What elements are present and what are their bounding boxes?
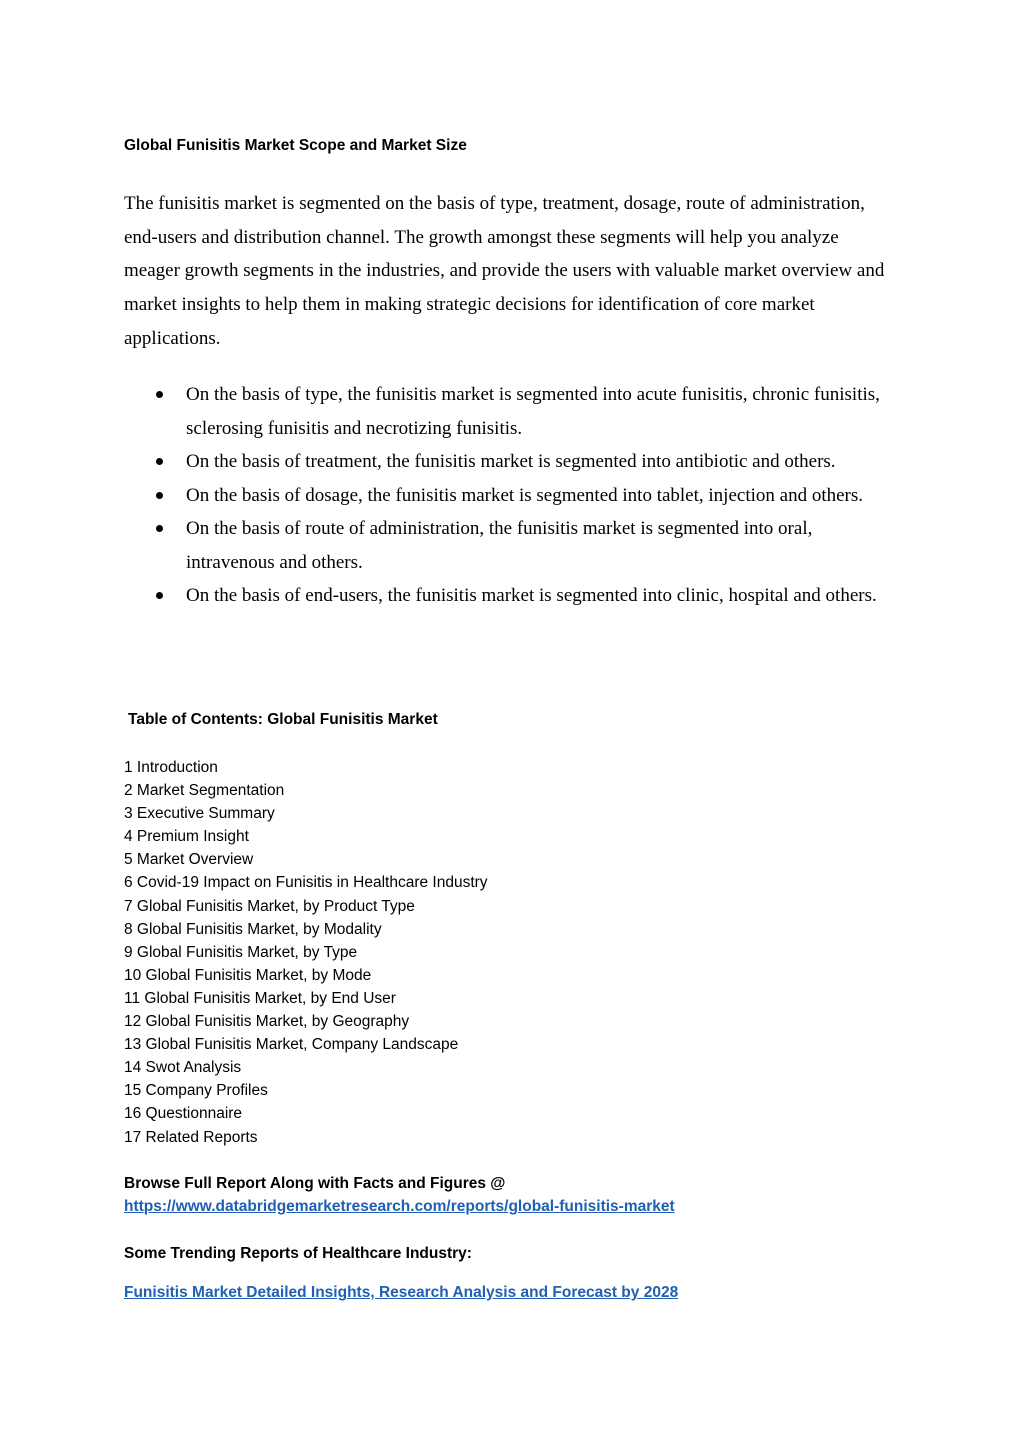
bullet-text: On the basis of treatment, the funisitis market is segmented into antibiotic and others. xyxy=(186,451,836,472)
trending-reports-title: Some Trending Reports of Healthcare Industry: xyxy=(124,1245,472,1262)
toc-item: 9 Global Funisitis Market, by Type xyxy=(124,943,358,961)
toc-item: 11 Global Funisitis Market, by End User xyxy=(124,989,396,1007)
bullet-item-treatment xyxy=(124,445,904,479)
bullet-icon xyxy=(156,525,163,532)
toc-item: 7 Global Funisitis Market, by Product Type xyxy=(124,897,415,915)
toc-item: 12 Global Funisitis Market, by Geography xyxy=(124,1013,410,1031)
toc-title: Table of Contents: Global Funisitis Market xyxy=(128,711,438,728)
toc-item: 14 Swot Analysis xyxy=(124,1059,242,1077)
segment-bullet-list xyxy=(124,378,904,613)
full-report-link[interactable]: https://www.databridgemarketresearch.com/reports/global-funisitis-market xyxy=(124,1198,675,1215)
bullet-text: On the basis of end-users, the funisitis market is segmented into clinic, hospital and others. xyxy=(186,585,877,606)
intro-paragraph: The funisitis market is segmented on the basis of type, treatment, dosage, route of administration, end-users and distribution channel. The growth amongst these segments will help you analyze meager growth segments in the industries, and provide the users with valuable market overview and market insights to help them in making strategic decisions for identification of core market applications. xyxy=(124,193,885,349)
toc-item: 2 Market Segmentation xyxy=(124,782,285,800)
trending-report-link[interactable]: Funisitis Market Detailed Insights, Research Analysis and Forecast by 2028 xyxy=(124,1284,679,1301)
toc-item: 8 Global Funisitis Market, by Modality xyxy=(124,920,382,938)
toc-item: 17 Related Reports xyxy=(124,1128,258,1146)
table-of-contents xyxy=(124,756,488,1149)
bullet-icon xyxy=(156,458,163,465)
bullet-item-dosage xyxy=(124,479,904,513)
bullet-text: On the basis of route of administration, the funisitis market is segmented into oral, intravenous and others. xyxy=(186,518,813,573)
toc-item: 1 Introduction xyxy=(124,759,218,776)
section-title: Global Funisitis Market Scope and Market Size xyxy=(124,137,467,154)
toc-item: 6 Covid-19 Impact on Funisitis in Healthcare Industry xyxy=(124,874,488,892)
toc-item: 15 Company Profiles xyxy=(124,1082,268,1100)
bullet-item-end-users xyxy=(124,579,904,613)
bullet-icon xyxy=(156,592,163,599)
browse-report-label: Browse Full Report Along with Facts and Figures @ xyxy=(124,1175,506,1192)
bullet-item-route xyxy=(124,512,904,579)
toc-item: 4 Premium Insight xyxy=(124,828,249,846)
toc-item: 3 Executive Summary xyxy=(124,805,275,823)
toc-item: 16 Questionnaire xyxy=(124,1105,243,1123)
toc-item: 5 Market Overview xyxy=(124,851,254,869)
bullet-text: On the basis of dosage, the funisitis market is segmented into tablet, injection and others. xyxy=(186,484,863,506)
bullet-icon xyxy=(156,391,163,398)
bullet-icon xyxy=(156,492,163,499)
bullet-text: On the basis of type, the funisitis market is segmented into acute funisitis, chronic funisitis, sclerosing funisitis and necrotizing funisitis. xyxy=(186,384,880,439)
bullet-item-type xyxy=(124,378,904,445)
toc-item: 13 Global Funisitis Market, Company Landscape xyxy=(124,1036,459,1054)
toc-item: 10 Global Funisitis Market, by Mode xyxy=(124,966,372,984)
